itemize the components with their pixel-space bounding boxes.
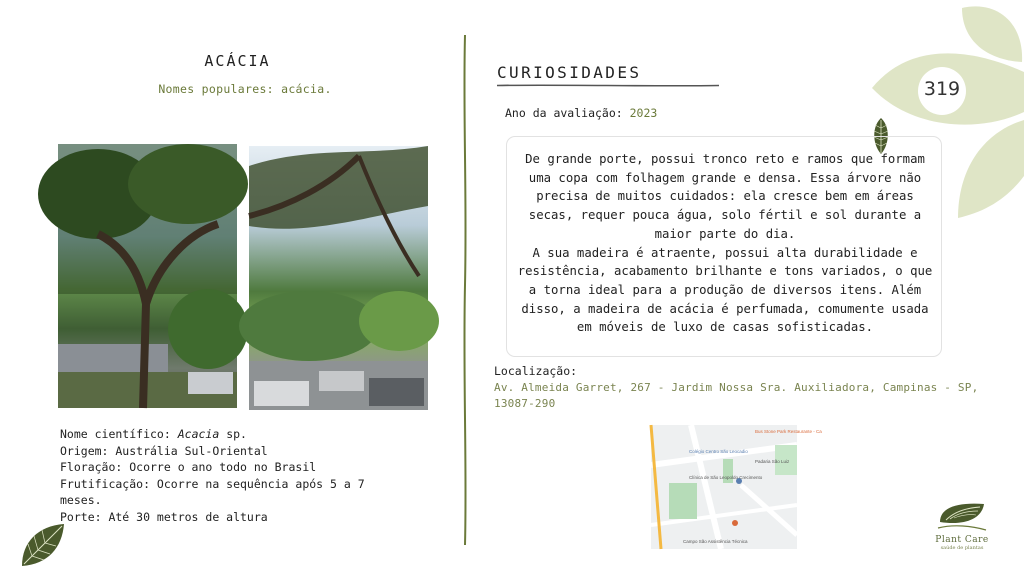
map-label-clinic: Clínica de São Leopoldo Crecimento <box>689 475 763 480</box>
divider-line <box>462 35 468 545</box>
page-number: 319 <box>923 78 961 100</box>
heading-underline <box>497 84 719 87</box>
scientific-name: Nome científico: Acacia sp. <box>60 427 247 441</box>
curiosities-text <box>512 150 938 337</box>
popular-names: Nomes populares: acácia. <box>158 82 332 96</box>
curiosities-heading: CURIOSIDADES <box>497 63 642 82</box>
plant-care-logo-icon <box>936 500 988 534</box>
scientific-genus: Acacia <box>177 427 220 441</box>
size: Porte: Até 30 metros de altura <box>60 509 268 524</box>
decor-leaf-bottom-left <box>18 520 68 570</box>
location-label: Localização: <box>494 364 578 378</box>
evaluation-year: Ano da avaliação: 2023 <box>505 106 658 120</box>
fruiting: Frutificação: Ocorre na sequência após 5 a 7 meses. <box>60 476 365 508</box>
location-address: Av. Almeida Garret, 267 - Jardim Nossa Sra. Auxiliadora, Campinas - SP, 13087-290 <box>494 381 979 411</box>
tree-photo-1 <box>58 144 237 408</box>
brand-tagline: saúde de plantas <box>940 545 984 551</box>
location-map <box>651 425 822 549</box>
brand-name: Plant Care <box>935 535 989 545</box>
map-label-padaria: Padaria São Luiz <box>755 459 790 464</box>
flowering: Floração: Ocorre o ano todo no Brasil <box>60 460 317 475</box>
map-label-colegio: Colégio Centro São Leocadio <box>689 449 748 454</box>
curiosities-paragraph-2: A sua madeira é atraente, possui alta durabilidade e resistência, acabamento brilhante e tons variados, o que a torna ideal para a produção de diversos itens. Além disso, a madeira de acácia é perfumada, comumente usada em móveis de luxo de casas sofisticadas. <box>517 245 933 335</box>
plant-details <box>60 426 390 526</box>
curiosities-paragraph-1: De grande porte, possui tronco reto e ramos que formam uma copa com folhagem grande e densa. Essa árvore não precisa de muitos cuidados: ela cresce bem em áreas secas, requer pouca água, solo fértil e sol durante a maior parte do dia. <box>525 152 925 241</box>
year-value: 2023 <box>622 106 658 120</box>
origin: Origem: Austrália Sul-Oriental <box>60 443 268 458</box>
plant-name: ACÁCIA <box>204 52 271 70</box>
tree-photo-2 <box>249 146 428 410</box>
map-label-campo: Campo São Assistência Técnica <box>683 539 748 544</box>
map-label-restaurant: Bus Stone Park Restaurante - Ca <box>755 429 822 434</box>
